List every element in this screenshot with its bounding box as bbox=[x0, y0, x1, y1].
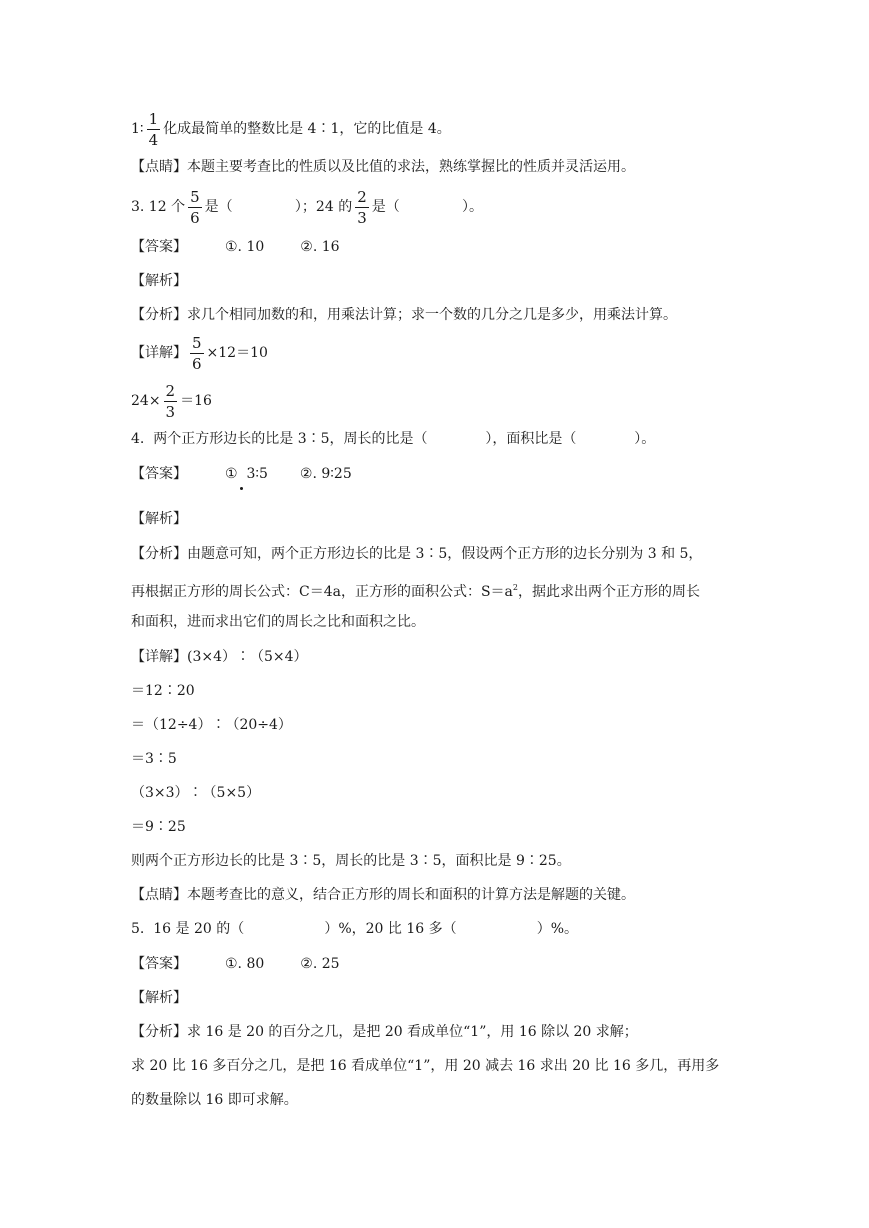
q4-detail-5: （3×3）∶（5×5） bbox=[131, 785, 261, 801]
fraction-one-quarter bbox=[147, 111, 161, 148]
question-3 bbox=[131, 188, 483, 226]
fraction-denominator: 6 bbox=[190, 208, 200, 227]
q4-detail-6: ＝9∶25 bbox=[131, 819, 186, 835]
question-5: 5. 16 是 20 的（ ）%，20 比 16 多（ ）%。 bbox=[131, 921, 579, 937]
q3-answer-line bbox=[131, 237, 340, 257]
ratio-simplify-line bbox=[131, 110, 451, 148]
fraction-numerator: 2 bbox=[165, 381, 176, 400]
fraction-bar bbox=[164, 401, 178, 402]
fraction-bar bbox=[147, 129, 161, 130]
q5-answer-line bbox=[131, 954, 340, 974]
q4-analysis-3: 和面积，进而求出它们的周长之比和面积之比。 bbox=[131, 614, 425, 630]
answer-2: ②. 16 bbox=[300, 239, 340, 255]
q5-analysis-2: 求 20 比 16 多百分之几，是把 16 看成单位“1”，用 20 减去 16 求出 20 比 16 多几，再用多 bbox=[131, 1058, 720, 1074]
fraction-two-thirds bbox=[164, 383, 178, 420]
detail-expression: ＝16 bbox=[180, 393, 212, 409]
q5-analysis-3: 的数量除以 16 即可求解。 bbox=[131, 1092, 298, 1108]
q3-detail-1 bbox=[131, 334, 268, 372]
q4-jiexi-label: 【解析】 bbox=[131, 511, 187, 527]
detail-label: 【详解】 bbox=[131, 345, 187, 361]
q5-analysis-1: 【分析】求 16 是 20 的百分之几，是把 20 看成单位“1”，用 16 除以 20 求解； bbox=[131, 1024, 638, 1040]
q3-suffix: 是（ ）。 bbox=[371, 199, 484, 215]
answer-2: ②. 9∶25 bbox=[299, 466, 352, 482]
q4-detail-4: ＝3∶5 bbox=[131, 751, 177, 767]
fraction-two-thirds bbox=[355, 189, 369, 226]
fraction-denominator: 6 bbox=[192, 354, 202, 373]
q3-prefix: 3. 12 个 bbox=[131, 199, 186, 215]
q5-jiexi-label: 【解析】 bbox=[131, 990, 187, 1006]
fraction-denominator: 3 bbox=[357, 208, 367, 227]
answer-1: ①. 10 bbox=[225, 239, 265, 255]
q3-analysis: 【分析】求几个相同加数的和，用乘法计算；求一个数的几分之几是多少，用乘法计算。 bbox=[131, 307, 677, 323]
q4-answer-line bbox=[131, 464, 352, 484]
fraction-denominator: 3 bbox=[165, 402, 176, 421]
fraction-denominator: 4 bbox=[148, 130, 159, 149]
detail-expression: ×12＝10 bbox=[206, 345, 268, 361]
answer-1: ①. 80 bbox=[225, 956, 265, 972]
fraction-bar bbox=[355, 207, 369, 208]
fraction-bar bbox=[188, 207, 202, 208]
ratio-suffix: 化成最简单的整数比是 4∶1，它的比值是 4。 bbox=[163, 121, 451, 137]
fraction-numerator: 5 bbox=[192, 333, 202, 352]
superscript-2: 2 bbox=[512, 583, 518, 592]
answer-1: ① 3∶5 bbox=[225, 466, 268, 482]
analysis-formula-text-end: ，据此求出两个正方形的周长 bbox=[518, 584, 700, 600]
answer-label: 【答案】 bbox=[131, 239, 187, 255]
q4-detail-1: 【详解】(3×4）∶（5×4） bbox=[131, 649, 308, 665]
analysis-formula-text: 再根据正方形的周长公式：C＝4a，正方形的面积公式：S＝a bbox=[131, 584, 513, 600]
fraction-bar bbox=[190, 353, 204, 354]
answer-label: 【答案】 bbox=[131, 956, 187, 972]
q4-dianjing: 【点睛】本题考查比的意义，结合正方形的周长和面积的计算方法是解题的关键。 bbox=[131, 887, 635, 903]
fraction-numerator: 1 bbox=[148, 109, 159, 128]
answer-2: ②. 25 bbox=[300, 956, 340, 972]
answer-label: 【答案】 bbox=[131, 466, 187, 482]
dianjing-line: 【点睛】本题主要考查比的性质以及比值的求法，熟练掌握比的性质并灵活运用。 bbox=[131, 159, 635, 175]
q3-mid: 是（ ）；24 的 bbox=[204, 199, 353, 215]
q4-detail-conclusion: 则两个正方形边长的比是 3∶5，周长的比是 3∶5，面积比是 9∶25。 bbox=[131, 853, 571, 869]
detail-prefix: 24× bbox=[131, 393, 161, 409]
fraction-five-sixths bbox=[190, 335, 204, 372]
fraction-five-sixths bbox=[188, 189, 202, 226]
q4-analysis-2 bbox=[131, 578, 700, 602]
question-4: 4. 两个正方形边长的比是 3∶5，周长的比是（ ），面积比是（ ）。 bbox=[131, 431, 656, 447]
q4-detail-3: ＝（12÷4）∶（20÷4） bbox=[131, 717, 292, 733]
q3-detail-2 bbox=[131, 382, 212, 420]
q4-analysis-1: 【分析】由题意可知，两个正方形边长的比是 3∶5，假设两个正方形的边长分别为 3 和 5， bbox=[131, 546, 703, 562]
ratio-prefix: 1∶ bbox=[131, 121, 144, 137]
fraction-numerator: 2 bbox=[357, 187, 367, 206]
stray-dot-mark bbox=[240, 487, 243, 490]
fraction-numerator: 5 bbox=[190, 187, 200, 206]
q3-jiexi-label: 【解析】 bbox=[131, 273, 187, 289]
q4-detail-2: ＝12∶20 bbox=[131, 683, 195, 699]
